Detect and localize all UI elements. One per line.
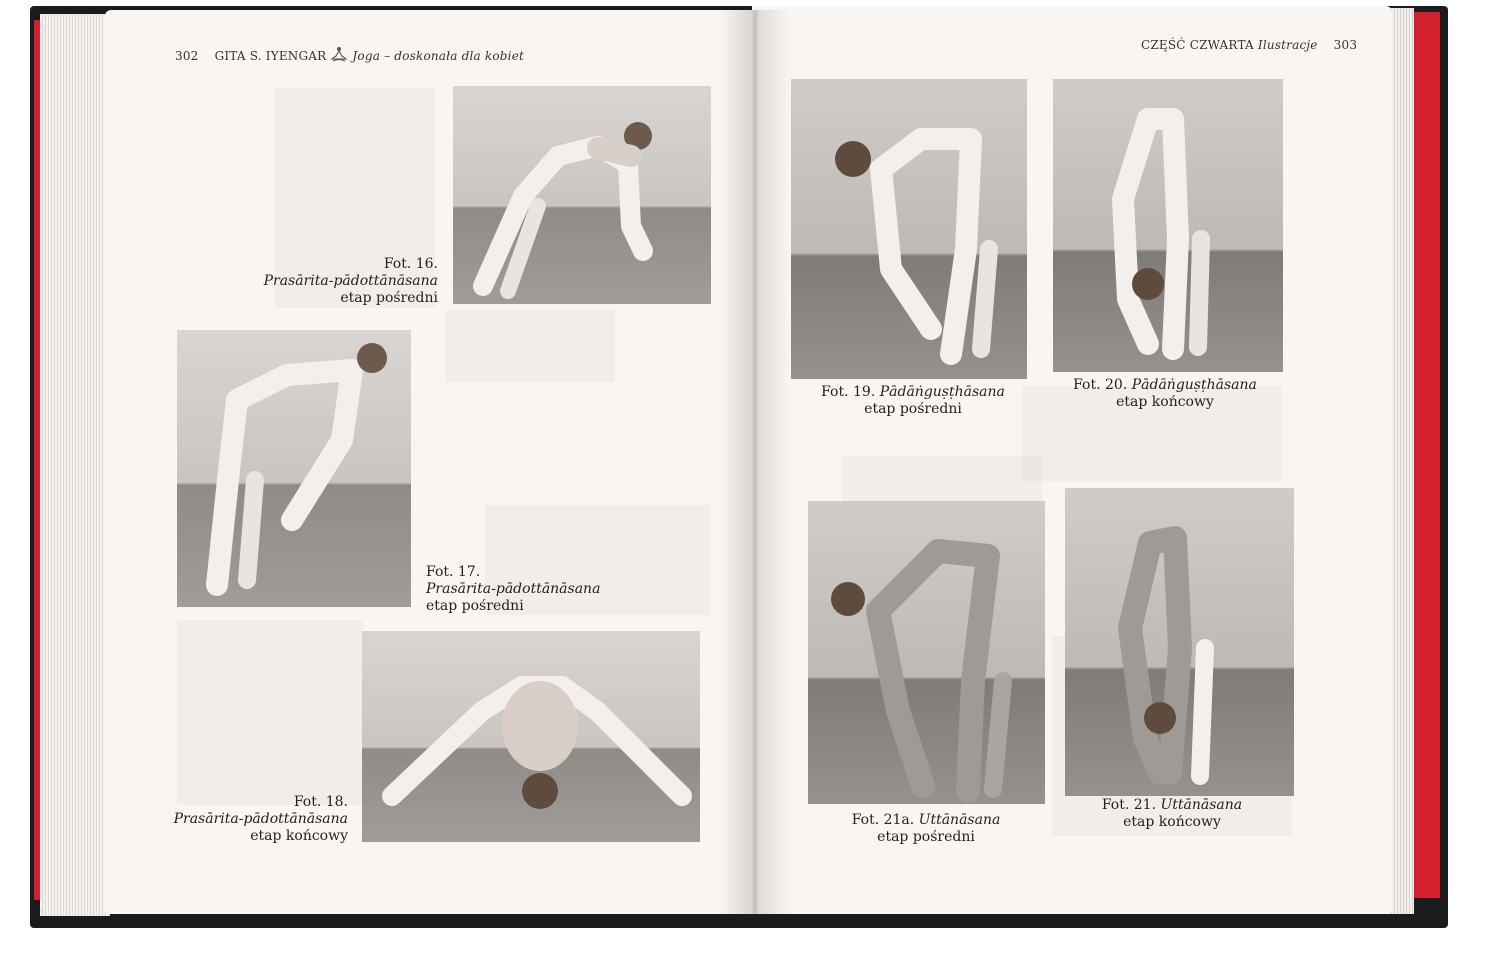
caption-20-stage: etap końcowy [1116,394,1214,410]
pose-figure-16 [453,86,711,304]
caption-21-pose: Uttānāsana [1160,797,1243,813]
caption-18-pose: Prasārita-pādottānāsana [173,811,348,827]
caption-17-pose: Prasārita-pādottānāsana [426,581,601,597]
caption-21a-pose: Uttānāsana [918,812,1001,828]
bleed-through [445,310,615,382]
caption-20 [1065,377,1265,411]
caption-18 [160,794,348,845]
pose-figure-19 [791,79,1027,379]
caption-17-label: Fot. 17. [426,564,481,580]
caption-18-stage: etap końcowy [250,828,348,844]
bleed-through [842,456,1042,506]
pose-figure-17 [177,330,411,607]
caption-20-pose: Pādāṅguṣṭhāsana [1131,377,1257,393]
caption-16 [250,256,438,307]
caption-21a-stage: etap pośredni [877,829,975,845]
caption-20-label: Fot. 20. [1073,377,1128,393]
caption-21-label: Fot. 21. [1101,797,1157,813]
caption-19-label: Fot. 19. [821,384,876,400]
caption-16-label: Fot. 16. [383,256,438,272]
right-running-header [1141,38,1357,52]
caption-17 [426,564,656,615]
caption-21 [1072,797,1272,831]
header-subsection: Ilustracje [1257,38,1318,52]
pose-figure-20 [1053,79,1283,372]
caption-21a-label: Fot. 21a. [851,812,915,828]
header-book-title: Joga – doskonała dla kobiet [352,49,525,63]
page-stack-left [40,14,110,916]
caption-21a [826,812,1026,846]
page-number-right: 303 [1333,38,1358,52]
photo-21a [808,501,1045,804]
left-running-header [175,46,524,64]
caption-17-stage: etap pośredni [426,598,524,614]
page-number-left: 302 [175,49,199,63]
pose-figure-21a [808,501,1045,804]
header-author: GITA S. IYENGAR [214,49,327,63]
header-section: CZĘŚĆ CZWARTA [1141,38,1254,52]
book-gutter [720,10,790,914]
photo-17 [177,330,411,607]
photo-18 [362,631,700,842]
caption-21-stage: etap końcowy [1123,814,1221,830]
caption-19 [815,384,1011,418]
bleed-through [177,620,362,805]
cover-inner-right [1410,12,1440,898]
caption-18-label: Fot. 18. [293,794,348,810]
photo-19 [791,79,1027,379]
photo-16 [453,86,711,304]
caption-16-pose: Prasārita-pādottānāsana [263,273,438,289]
photo-21 [1065,488,1294,796]
meditating-figure-icon [330,46,348,64]
caption-19-pose: Pādāṅguṣṭhāsana [879,384,1005,400]
pose-figure-21 [1065,488,1294,796]
caption-19-stage: etap pośredni [864,401,962,417]
photo-20 [1053,79,1283,372]
caption-16-stage: etap pośredni [340,290,438,306]
pose-figure-18 [362,631,700,842]
